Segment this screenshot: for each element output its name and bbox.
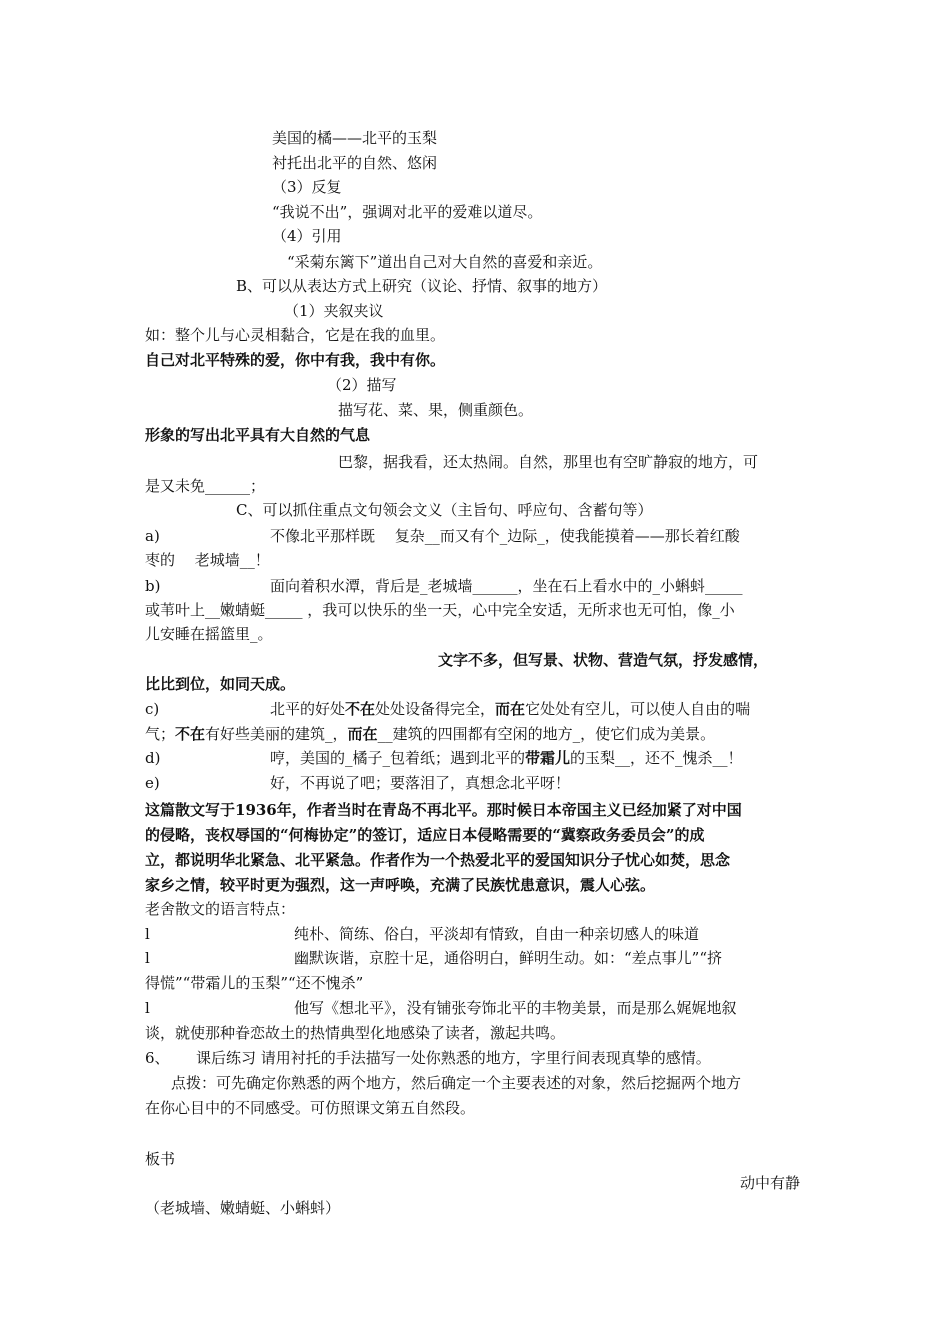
section-heading: B、可以从表达方式上研究（议论、抒情、叙事的地方） — [236, 277, 608, 295]
list-marker: b) — [145, 577, 161, 595]
text-line: （3）反复 — [272, 178, 342, 196]
list-marker: 6、 — [145, 1049, 170, 1067]
text-line: 描写花、菜、果，侧重颜色。 — [338, 401, 534, 419]
text-line: （1）夹叙夹议 — [284, 302, 384, 320]
text-line: “采菊东篱下”道出自己对大自然的喜爱和亲近。 — [287, 253, 603, 271]
text-line: 得慌”“带霜儿的玉梨”“还不愧杀” — [145, 974, 364, 992]
list-marker: a) — [145, 527, 160, 545]
bold-text-line: 的侵略，丧权辱国的“何梅协定”的签订，适应日本侵略需要的“冀察政务委员会”的成 — [145, 826, 705, 844]
text-line: 老舍散文的语言特点： — [145, 900, 296, 918]
bullet-marker: l — [145, 999, 150, 1017]
text-line: （老城墙、嫩蜻蜓、小蝌蚪） — [145, 1199, 341, 1217]
list-marker: e) — [145, 774, 160, 792]
text-line: 纯朴、简练、俗白，平淡却有情致，自由一种亲切感人的味道 — [294, 925, 700, 943]
list-marker: c) — [145, 700, 160, 718]
list-marker: d) — [145, 749, 161, 767]
text-line: 儿安睡在摇篮里_。 — [145, 625, 273, 643]
text-line: “我说不出”，强调对北平的爱难以道尽。 — [272, 203, 543, 221]
text-line: 动中有静 — [740, 1174, 801, 1192]
bold-text-line: 自己对北平特殊的爱，你中有我，我中有你。 — [145, 351, 446, 369]
bold-text-line: 这篇散文写于1936年，作者当时在青岛不再北平。那时候日本帝国主义已经加紧了对中国 — [145, 801, 742, 819]
text-line: 幽默诙谐，京腔十足，通俗明白，鲜明生动。如：“差点事儿”“挤 — [294, 949, 723, 967]
bold-text-line: 比比到位，如同天成。 — [145, 675, 296, 693]
text-line: 他写《想北平》，没有铺张夸饰北平的丰物美景，而是那么娓娓地叙 — [294, 999, 737, 1017]
bold-text-line: 立，都说明华北紧急、北平紧急。作者作为一个热爱北平的爱国知识分子忧心如焚，思念 — [145, 851, 731, 869]
bold-text-line: 家乡之情，较平时更为强烈，这一声呼唤，充满了民族忧患意识，震人心弦。 — [145, 876, 656, 894]
text-line: 枣的 老城墙__！ — [145, 551, 270, 569]
text-line: 谈，就使那种眷恋故土的热情典型化地感染了读者，激起共鸣。 — [145, 1024, 566, 1042]
text-line: 美国的橘——北平的玉梨 — [272, 129, 438, 147]
text-line: 点拨：可先确定你熟悉的两个地方，然后确定一个主要表述的对象，然后挖掘两个地方 — [171, 1074, 742, 1092]
text-line: 衬托出北平的自然、悠闲 — [272, 154, 438, 172]
text-line: 好，不再说了吧；要落泪了，真想念北平呀！ — [270, 774, 571, 792]
text-line: 课后练习 请用衬托的手法描写一处你熟悉的地方，字里行间表现真挚的感情。 — [196, 1049, 711, 1067]
bullet-marker: l — [145, 925, 150, 943]
section-heading: C、可以抓住重点文句领会文义（主旨句、呼应句、含蓄句等） — [236, 501, 653, 519]
text-line: 哼，美国的_橘子_包着纸；遇到北平的带霜儿的玉梨__，还不_愧杀__！ — [270, 749, 743, 767]
text-line: 巴黎，据我看，还太热闹。自然，那里也有空旷静寂的地方，可 — [338, 453, 759, 471]
text-line: 面向着积水潭，背后是_老城墙______，坐在石上看水中的_小蝌蚪_____ — [270, 577, 743, 595]
bullet-marker: l — [145, 949, 150, 967]
section-heading: 板书 — [145, 1150, 176, 1168]
text-line: （4）引用 — [272, 227, 342, 245]
text-line: 气；不在有好些美丽的建筑_，而在__建筑的四围都有空闲的地方_，使它们成为美景。 — [145, 725, 716, 743]
text-line: 是又未免______； — [145, 477, 266, 495]
text-line: 北平的好处不在处处设备得完全，而在它处处有空儿，可以使人自由的喘 — [270, 700, 751, 718]
text-line: 如：整个儿与心灵相黏合，它是在我的血里。 — [145, 326, 446, 344]
text-line: 在你心目中的不同感受。可仿照课文第五自然段。 — [145, 1099, 476, 1117]
text-line: 不像北平那样既 复杂__而又有个_边际_，使我能摸着——那长着红酸 — [270, 527, 740, 545]
text-line: 或苇叶上__嫩蜻蜓_____ ，我可以快乐的坐一天，心中完全安适，无所求也无可怕，像_小 — [145, 601, 735, 619]
text-line: （2）描写 — [327, 376, 397, 394]
bold-text-line: 形象的写出北平具有大自然的气息 — [145, 426, 371, 444]
bold-text-line: 文字不多，但写景、状物、营造气氛，抒发感情， — [438, 651, 769, 669]
